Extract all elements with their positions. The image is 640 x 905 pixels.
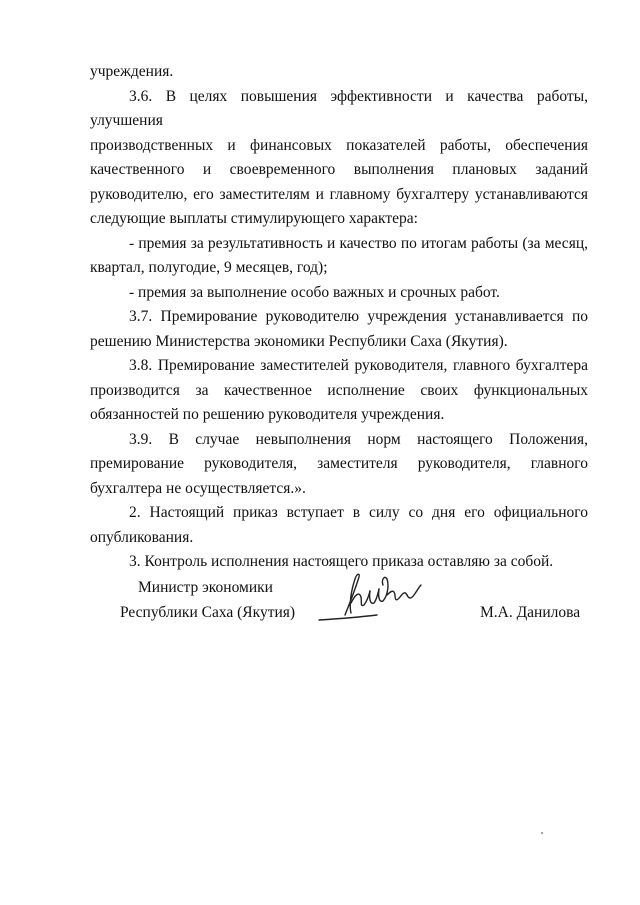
page-speck	[541, 832, 543, 834]
text-line: 2. Настоящий приказ вступает в силу со дня его официального	[129, 504, 588, 521]
document-body	[90, 60, 588, 575]
paragraph-3-6	[90, 85, 588, 232]
paragraph-2	[90, 501, 588, 550]
handwritten-signature	[315, 565, 435, 630]
text-line: премирование руководителя, заместителя руководителя, главного	[90, 455, 588, 472]
paragraph-3-9	[90, 428, 588, 502]
text-line: 3.6. В целях повышения эффективности и качества работы, улучшения	[90, 87, 588, 129]
text-line: 3.7. Премирование руководителю учреждения устанавливается по	[129, 308, 588, 325]
text-line: опубликования.	[90, 528, 194, 546]
text-line: производится за качественное исполнение своих функциональных	[90, 381, 588, 399]
text-line: - премия за выполнение особо важных и срочных работ.	[129, 283, 500, 301]
bullet-performance-bonus	[90, 232, 588, 281]
paragraph-continuation	[90, 60, 588, 85]
signatory-position-line1: Министр экономики	[138, 579, 273, 596]
paragraph-3-7	[90, 305, 588, 354]
signatory-position-line2: Республики Саха (Якутия)	[120, 604, 296, 621]
text-line: учреждения.	[90, 63, 174, 80]
text-line: производственных и финансовых показателей работы, обеспечения	[90, 136, 588, 154]
text-line: 3.9. В случае невыполнения норм настоящего Положения,	[129, 430, 588, 448]
text-line: решению Министерства экономики Республики Саха (Якутия).	[90, 332, 508, 350]
text-line: квартал, полугодие, 9 месяцев, год);	[90, 259, 328, 276]
text-line: руководителю, его заместителям и главному бухгалтеру устанавливаются	[90, 185, 588, 203]
text-line: следующие выплаты стимулирующего характера:	[90, 210, 418, 227]
text-line: 3. Контроль исполнения настоящего приказа оставляю за собой.	[129, 553, 554, 570]
text-line: обязанностей по решению руководителя учреждения.	[90, 406, 445, 423]
text-line: - премия за результативность и качество по итогам работы (за месяц,	[129, 234, 588, 252]
signatory-name: М.А. Данилова	[480, 604, 581, 621]
text-line: качественного и своевременного выполнения плановых заданий	[90, 161, 588, 178]
text-line: бухгалтера не осуществляется.».	[90, 479, 306, 497]
paragraph-3-8	[90, 354, 588, 428]
bullet-urgent-work-bonus	[90, 281, 588, 306]
text-line: 3.8. Премирование заместителей руководителя, главного бухгалтера	[129, 357, 588, 374]
